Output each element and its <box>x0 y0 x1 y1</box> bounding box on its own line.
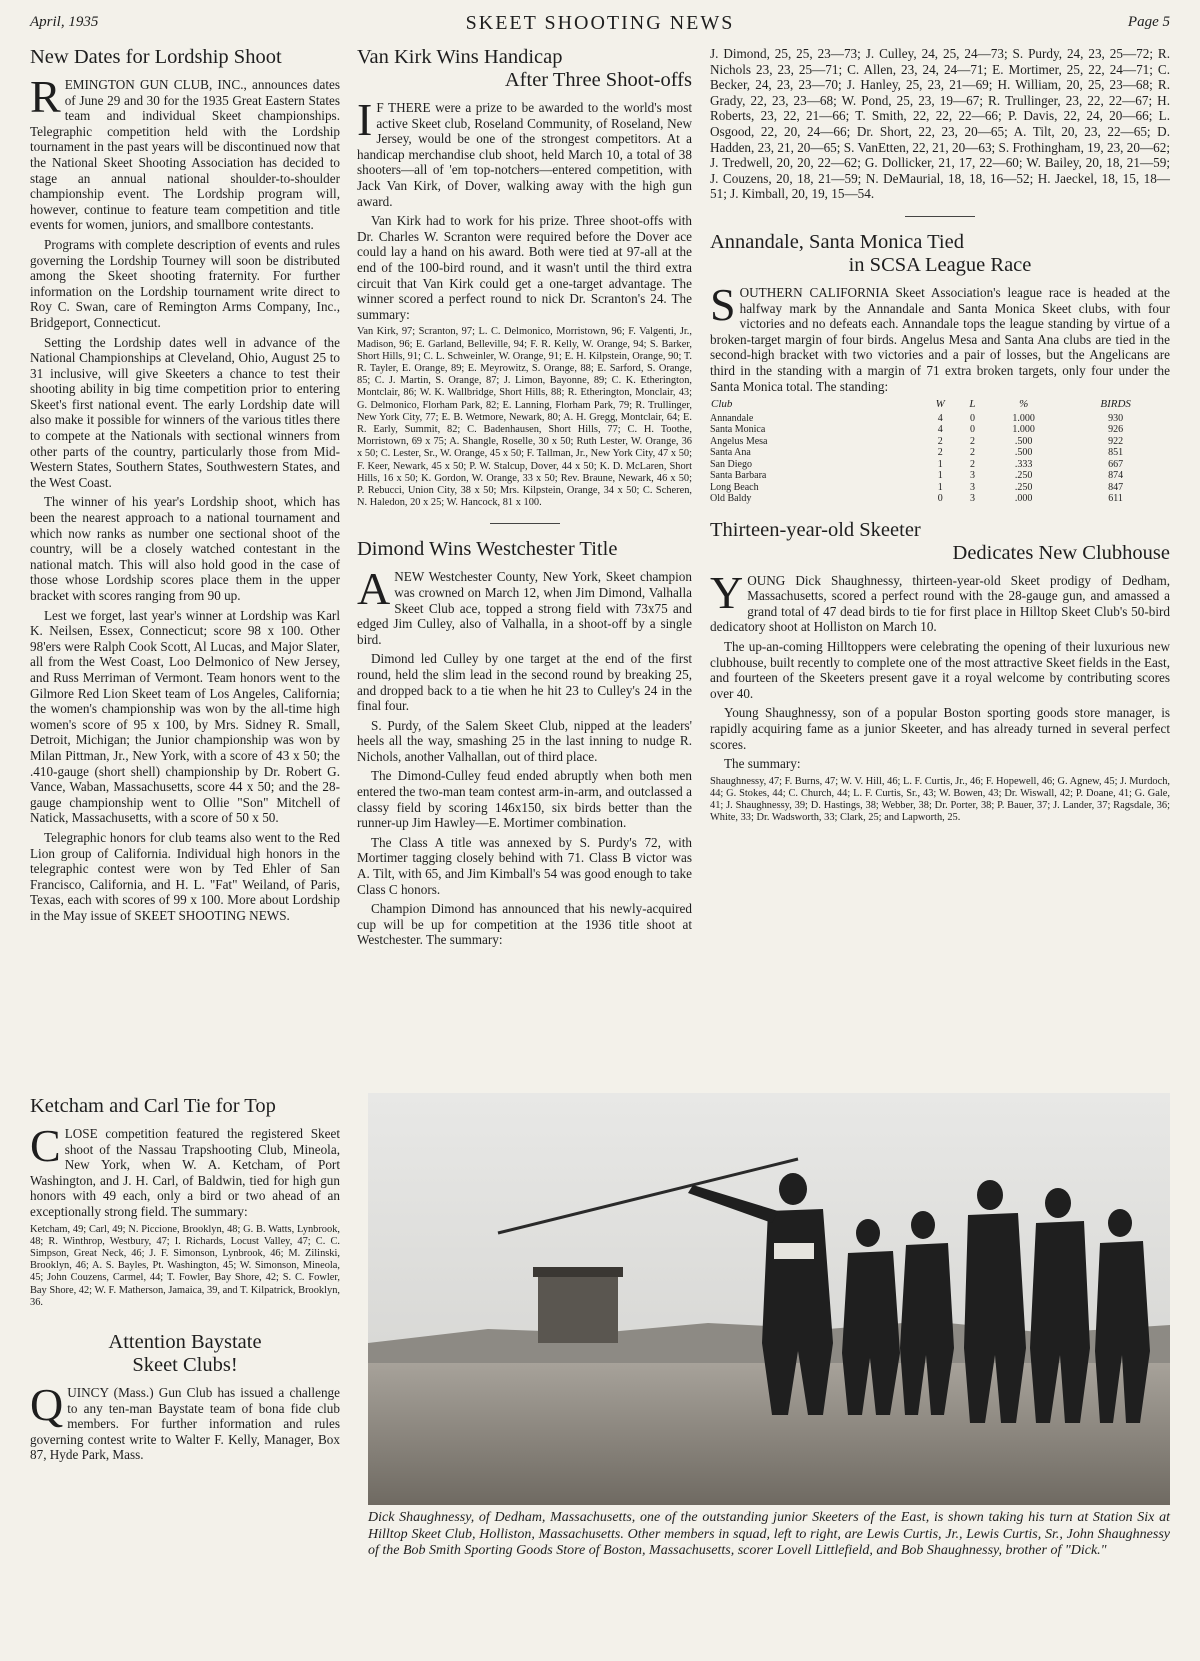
table-row: Santa Monica 4 0 1.000 926 <box>710 424 1124 436</box>
dimond-paragraph: The Dimond-Culley feud ended abruptly when both men entered the two-man team contest arm-in-arm, and outclassed a classy field by scoring 146x150, six birds better than the runner-up Jim Hawley—E. Mortimer combination. <box>357 768 692 831</box>
drop-cap: C <box>30 1120 61 1171</box>
vankirk-paragraph: I F THERE were a prize to be awarded to the world's most active Skeet club, Roseland Community, of Roseland, New Jersey, would be one of the strongest competitors. At a handicap merchandise club shoot, held March 10, a total of 38 shooters—all of 'em top-notchers—entered competition, with Jack Van Kirk, of Dover, walking away with the high gun award. <box>357 94 692 209</box>
ketcham-article <box>30 1095 340 1467</box>
publication-title: SKEET SHOOTING NEWS <box>465 12 735 34</box>
column-right <box>710 46 1170 831</box>
table-row: Angelus Mesa 2 2 .500 922 <box>710 435 1124 447</box>
ketcham-paragraph: CLOSE competition featured the registered Skeet shoot of the Nassau Trapshooting Club, Mineola, New York, when W. A. Ketcham, of Port Washington, and J. H. Carl, of Baldwin, tied for high gun honors with 49 each, only a bird or two ahead of an exceptionally strong field. The summary: <box>30 1120 340 1219</box>
ketcham-headline: Ketcham and Carl Tie for Top <box>30 1095 276 1117</box>
lordship-paragraph: Lest we forget, last year's winner at Lordship was Karl K. Neilsen, Essex, Connecticut; score 98 x 100. Other 98'ers were Ralph Cook Scott, Al Lucas, and Major Slater, all from the West Coast, Loo Delmonico of New Jersey, and Russ Merriman of Vermont. Team honors went to the Gilmore Red Lion Skeet team of Los Angeles, California; the women's championship was won by the all-time high women's score of 95 x 100, by Mrs. Sidney R. Small, Detroit, Michigan; the Junior championship was won by Milan Pittman, Jr., New York, with a score of 43 x 50; the .410-gauge (short shell) championship by Dr. Robert G. Vance, Waban, Massachusetts, score 44 x 50; and the 28-gauge championship went to Ollie "Son" Mitchell of Natick, Massachusetts, with a score of 50 x 50. <box>30 607 340 826</box>
dimond-paragraph: ANEW Westchester County, New York, Skeet champion was crowned on March 12, when Jim Dimond, Valhalla Skeet Club ace, topped a strong field with 73x75 and edged Jim Culley, also of Valhalla, in a shoot-off by a single bird. <box>357 563 692 647</box>
column-left <box>30 46 340 927</box>
drop-cap: R <box>30 71 61 122</box>
divider <box>905 216 975 217</box>
league-standing-table <box>710 398 1170 505</box>
vankirk-headline-2: After Three Shoot-offs <box>504 69 692 91</box>
col-l: L <box>969 398 976 411</box>
dimond-paragraph: S. Purdy, of the Salem Skeet Club, nipped at the leaders' heels all the way, smashing 25 in the last inning to nudge R. Nichols, another Valhallan, out of third place. <box>357 717 692 764</box>
lordship-paragraph: REMINGTON GUN CLUB, INC., announces dates of June 29 and 30 for the 1935 Great Eastern States team and individual Skeet championships. Telegraphic competition held with the Lordship tournament in the past years will be discontinued now that the National Skeet Shooting Association has decided to stage an annual national shoulder-to-shoulder championship event. The Lordship program will, however, continue to feature team competition and title events for women, juniors, and smallbore contestants. <box>30 71 340 233</box>
drop-cap: A <box>357 563 391 615</box>
thirteen-paragraph: YOUNG Dick Shaughnessy, thirteen-year-old Skeet prodigy of Dedham, Massachusetts, scored a perfect round with the 28-gauge gun, and amassed a grand total of 47 dead birds to tie for first place in Hilltop Skeet Club's 50-bird dedicatory shoot at Holliston on March 10. <box>710 566 1170 635</box>
photo-caption: Dick Shaughnessy, of Dedham, Massachusetts, one of the outstanding junior Skeeters of the East, is shown taking his turn at Station Six at Hilltop Skeet Club, Holliston, Massachusetts. Other members in squad, left to right, are Lewis Curtis, Jr., Lewis Curtis, Sr., John Shaughnessy of the Bob Smith Sporting Goods Store of Boston, Massachusetts, scorer Lovell Littlefield, and Bob Shaughnessy, brother of "Dick." <box>368 1510 1170 1558</box>
annandale-headline-2: in SCSA League Race <box>848 253 1032 276</box>
issue-date: April, 1935 <box>30 14 99 30</box>
ketcham-summary: Ketcham, 49; Carl, 49; N. Piccione, Brooklyn, 48; G. B. Watts, Lynbrook, 48; R. Winthrop, Westbury, 47; I. Richards, Locust Valley, 47; C. C. Simpson, Great Neck, 46; J. F. Simonson, Lynbrook, 46; M. Zilinski, Brooklyn, 46; A. S. Bayles, Pt. Washington, 45; W. Simonson, Mineola, 45; John Couzens, Carmel, 44; T. Fowler, Bay Shore, 42; S. C. Fowler, Bay Shore, 42; W. F. Matherson, Jamaica, 39, and T. Kilpatrick, Brooklyn, 36. <box>30 1223 340 1308</box>
table-row: Santa Barbara 1 3 .250 874 <box>710 470 1124 482</box>
thirteen-headline-2: Dedicates New Clubhouse <box>952 541 1170 564</box>
lordship-paragraph: The winner of his year's Lordship shoot, which has been the nearest approach to a national tournament and which now ranks as number one sectional shoot of the country, will be a closely watched contestant in the national match. This will also hold good in the case of those whose Lordship scores place them in the upper bracket with scores ranging from 90 up. <box>30 494 340 603</box>
dimond-paragraph: The Class A title was annexed by S. Purdy's 72, with Mortimer tagging closely behind with 71. Class B victor was A. Tilt, with 65, and Jim Kimball's 54 was good enough to take Class C honors. <box>357 834 692 897</box>
vankirk-headline: Van Kirk Wins Handicap <box>357 46 563 68</box>
drop-cap: Q <box>30 1378 64 1430</box>
vankirk-paragraph: Van Kirk had to work for his prize. Three shoot-offs with Dr. Charles W. Scranton were required before the Dover ace could lay a hand on his award. Both were tied at 97-all at the end of the 100-bird round, and it wasn't until the third extra circuit that Van Kirk could get a one-target advantage. The winner scored a perfect round to nick Dr. Scranton's 24. The summary: <box>357 213 692 322</box>
col-birds: BIRDS <box>1100 398 1131 411</box>
drop-cap: Y <box>710 566 744 618</box>
table-row: San Diego 1 2 .333 667 <box>710 458 1124 470</box>
baystate-headline: Attention Baystate <box>108 1330 262 1353</box>
lordship-paragraph: Programs with complete description of events and rules governing the Lordship Tourney will soon be distributed among the Skeet shooting fraternity. For further information on the Lordship tournament write direct to Roy C. Swan, care of Remington Arms Company, Inc., Bridgeport, Connecticut. <box>30 236 340 330</box>
table-row: Santa Ana 2 2 .500 851 <box>710 447 1124 459</box>
dimond-headline: Dimond Wins Westchester Title <box>357 538 618 561</box>
thirteen-paragraph: Young Shaughnessy, son of a popular Boston sporting goods store manager, is rapidly acquiring fame as a junior Skeeter, and has already turned in several perfect scores. <box>710 705 1170 752</box>
annandale-headline: Annandale, Santa Monica Tied <box>710 230 964 253</box>
baystate-paragraph: QUINCY (Mass.) Gun Club has issued a challenge to any ten-man Baystate team of bona fide club members. For further information and rules governing contest write to Walter F. Kelly, Manager, Box 87, Hyde Park, Mass. <box>30 1378 340 1463</box>
vankirk-summary: Van Kirk, 97; Scranton, 97; L. C. Delmonico, Morristown, 96; F. Valgenti, Jr., Madison, 96; E. Garland, Belleville, 94; F. R. Kelly, W. Orange, 94; S. Barker, Short Hills, 91; C. L. Schweinler, W. Orange, 91; E. H. Kilpstein, Orange, 90; T. R. Tayler, E. Orange, 89; E. Meyrowitz, S. Orange, 88; E. Sarford, S. Orange, 85; C. J. Martin, S. Orange, 87; J. Limon, Bayonne, 89; C. K. Etherington, Montclair, 86; W. K. Wallbridge, Short Hills, 88; R. Etherington, Monclair, 43; G. Delmonico, Florham Park, 82; E. Lanning, Florham Park, 79; R. Trullinger, New York City, 77; E. B. Wetmore, Newark, 80; A. H. Gregg, Montclair, 64; E. R. Early, Summit, 82; C. Badenhausen, Short Hills, 77; C. H. Toothe, Morristown, 69 x 75; A. Shangle, Roselle, 30 x 50; Ruth Lester, W. Orange, 36 x 50; C. Lester, Sr., W. Orange, 45 x 50; F. Tallman, Jr., New York City, 47 x 50; F. Keer, Newark, 45 x 50; P. W. Stalcup, Dover, 44 x 50; K. D. McLaren, Short Hills, 16 x 50; K. Gordon, W. Orange, 33 x 50; Rev. Braune, Newark, 46 x 50; P. Rebucci, Union City, 38 x 50; Mrs. Kilpstein, Orange, 34 x 50; C. Scheren, N. Haledon, 20 x 25; W. Hancock, 81 x 100. <box>357 326 692 509</box>
thirteen-paragraph: The up-an-coming Hilltoppers were celebrating the opening of their luxurious new clubhouse, built recently to complete one of the most attractive Skeet fields in the East, and fourteen of the Skeeters present gave it a royal welcome by contributing scores over 40. <box>710 638 1170 701</box>
table-header-row <box>710 398 1170 413</box>
thirteen-summary: Shaughnessy, 47; F. Burns, 47; W. V. Hill, 46; L. F. Curtis, Jr., 46; F. Hopewell, 46; G. Agnew, 45; J. Murdoch, 44; G. Stokes, 44; C. Church, 44; L. F. Curtis, Sr., 43; W. Bowen, 43; Dr. Wiswall, 42; P. Doane, 41; G. Gale, 41; J. Shaughnessy, 39; D. Hastings, 38; Webber, 38; Dr. Porter, 38; P. Bauer, 37; J. Lander, 37; Ragsdale, 36; White, 33; Dr. Wadsworth, 33; Clark, 25; and Lapworth, 25. <box>710 775 1170 824</box>
thirteen-paragraph: The summary: <box>724 756 801 772</box>
dimond-paragraph: Dimond led Culley by one target at the end of the first round, held the slim lead in the second round by breaking 25, and dropped back to a tie when he hit 23 to Culley's 24 in the final four. <box>357 651 692 714</box>
lordship-paragraph: Telegraphic honors for club teams also went to the Red Lion group of California. Individual high honors in the telegraphic contest were won by Ted Ehler of San Francisco, California, and H. L. "Fat" Weiland, of Paris, Texas, each with scores of 99 x 100. More about Lordship in the May issue of SKEET SHOOTING NEWS. <box>30 829 340 923</box>
table-row: Annandale 4 0 1.000 930 <box>710 412 1124 424</box>
column-middle <box>357 46 692 952</box>
skeet-squad-photo <box>368 1093 1170 1505</box>
thirteen-headline: Thirteen-year-old Skeeter <box>710 518 921 541</box>
table-row: Old Baldy 0 3 .000 611 <box>710 493 1123 505</box>
divider <box>490 523 560 524</box>
col-w: W <box>935 398 945 411</box>
col-club: Club <box>711 398 733 411</box>
drop-cap: I <box>357 94 373 145</box>
table-row: Long Beach 1 3 .250 847 <box>710 481 1124 493</box>
drop-cap: S <box>710 278 736 330</box>
col-pct: % <box>1019 398 1029 411</box>
page-header <box>30 12 1170 38</box>
lordship-headline: New Dates for Lordship Shoot <box>30 46 282 68</box>
annandale-paragraph: SOUTHERN CALIFORNIA Skeet Association's league race is headed at the halfway mark by the Annandale and Santa Monica Skeet clubs, with four victories and no defeats each. Annandale tops the league standing by virtue of a broken-target margin of four birds. Angelus Mesa and Santa Ana clubs are tied in the second-high bracket with two victories and a pair of losses, but the Angelicans are third in the standing with a margin of 71 extra broken targets, only four under the Santa Monica total. The standing: <box>710 278 1170 394</box>
dimond-summary: J. Dimond, 25, 25, 23—73; J. Culley, 24, 25, 24—73; S. Purdy, 24, 23, 25—72; R. Nichols 23, 23, 25—71; C. Allen, 23, 24, 24—71; E. Mortimer, 25, 22, 24—71; C. Becker, 24, 23, 23—70; J. Hanley, 25, 23, 21—69; H. William, 20, 25, 23—68; R. Grady, 22, 23, 23—68; W. Pond, 25, 23, 19—67; R. Trullinger, 23, 22, 22—67; H. Roberts, 23, 22, 21—66; T. Smith, 22, 22, 22—66; P. Davis, 22, 24, 20—66; L. Osgood, 22, 20, 24—66; Dr. Short, 22, 23, 20—65; A. Tilt, 20, 23, 22—65; D. Hadden, 23, 21, 20—65; S. VanEtten, 22, 21, 20—63; S. Frothingham, 19, 23, 20—62; J. Tredwell, 20, 20, 22—62; G. Dollicker, 21, 17, 22—60; W. Bailey, 20, 18, 21—59; J. Couzens, 20, 18, 21—59; N. DeMaurial, 18, 18, 16—52; H. Jaeckel, 18, 15, 18—51; J. Kimball, 20, 19, 15—54. <box>710 46 1170 202</box>
baystate-headline-2: Skeet Clubs! <box>132 1353 238 1376</box>
page-number: Page 5 <box>1127 14 1170 30</box>
photo-image <box>368 1093 1170 1505</box>
lordship-paragraph: Setting the Lordship dates well in advance of the National Championships at Cleveland, Ohio, August 25 to 31 inclusive, will give Skeeters a chance to test their shooting ability in big time competition prior to entering Skeet's first national event. The early Lordship date will also make it possible for winners of the various titles there to compete at the Nationals with sectional winners from other parts of the country, particularly those from Mid-Western States, Southern States, Southwestern States, and the West Coast. <box>30 334 340 490</box>
dimond-paragraph: Champion Dimond has announced that his newly-acquired cup will be up for competition at the 1936 title shoot at Westchester. The summary: <box>357 901 692 948</box>
